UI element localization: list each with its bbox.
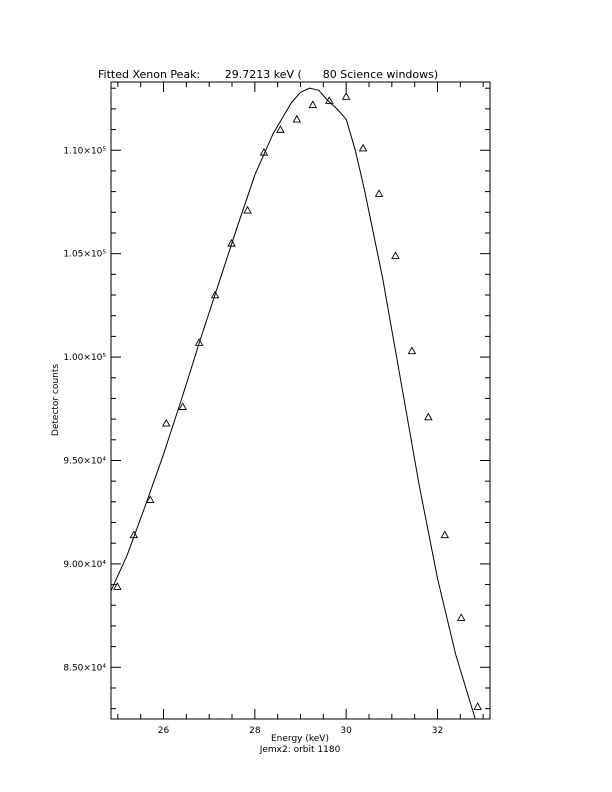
data-point-triangle [474,703,481,709]
data-point-triangle [163,420,170,426]
y-tick-label: 8.50×10⁴ [63,663,106,674]
y-tick-label: 1.05×10⁵ [63,249,106,260]
data-point-triangle [376,190,383,196]
data-point-triangle [392,252,399,258]
data-point-triangle [425,414,432,420]
data-point-triangle [343,93,350,99]
data-point-triangle [244,207,251,213]
y-tick-label: 9.50×10⁴ [63,456,106,467]
data-point-triangle [309,101,316,107]
data-markers [114,93,481,709]
x-tick-label: 26 [157,726,170,736]
y-axis-label: Detector counts [51,363,61,437]
chart-subtitle: Jemx2: orbit 1180 [259,745,341,755]
axis-ticks [63,82,490,736]
data-point-triangle [293,116,300,122]
data-point-triangle [277,126,284,132]
x-tick-label: 32 [431,726,444,736]
y-tick-label: 1.00×10⁵ [63,353,106,364]
data-point-triangle [441,531,448,537]
y-tick-label: 9.00×10⁴ [63,559,106,570]
data-point-triangle [360,145,367,151]
data-point-triangle [458,614,465,620]
x-tick-label: 28 [249,726,261,736]
chart-title: Fitted Xenon Peak: 29.7213 keV ( 80 Science windows) [98,68,439,81]
plot-frame [111,82,490,719]
fit-curve [111,88,475,719]
x-axis-label: Energy (keV) [271,734,329,744]
data-point-triangle [408,347,415,353]
y-tick-label: 1.10×10⁵ [63,146,106,157]
x-tick-label: 30 [340,726,352,736]
